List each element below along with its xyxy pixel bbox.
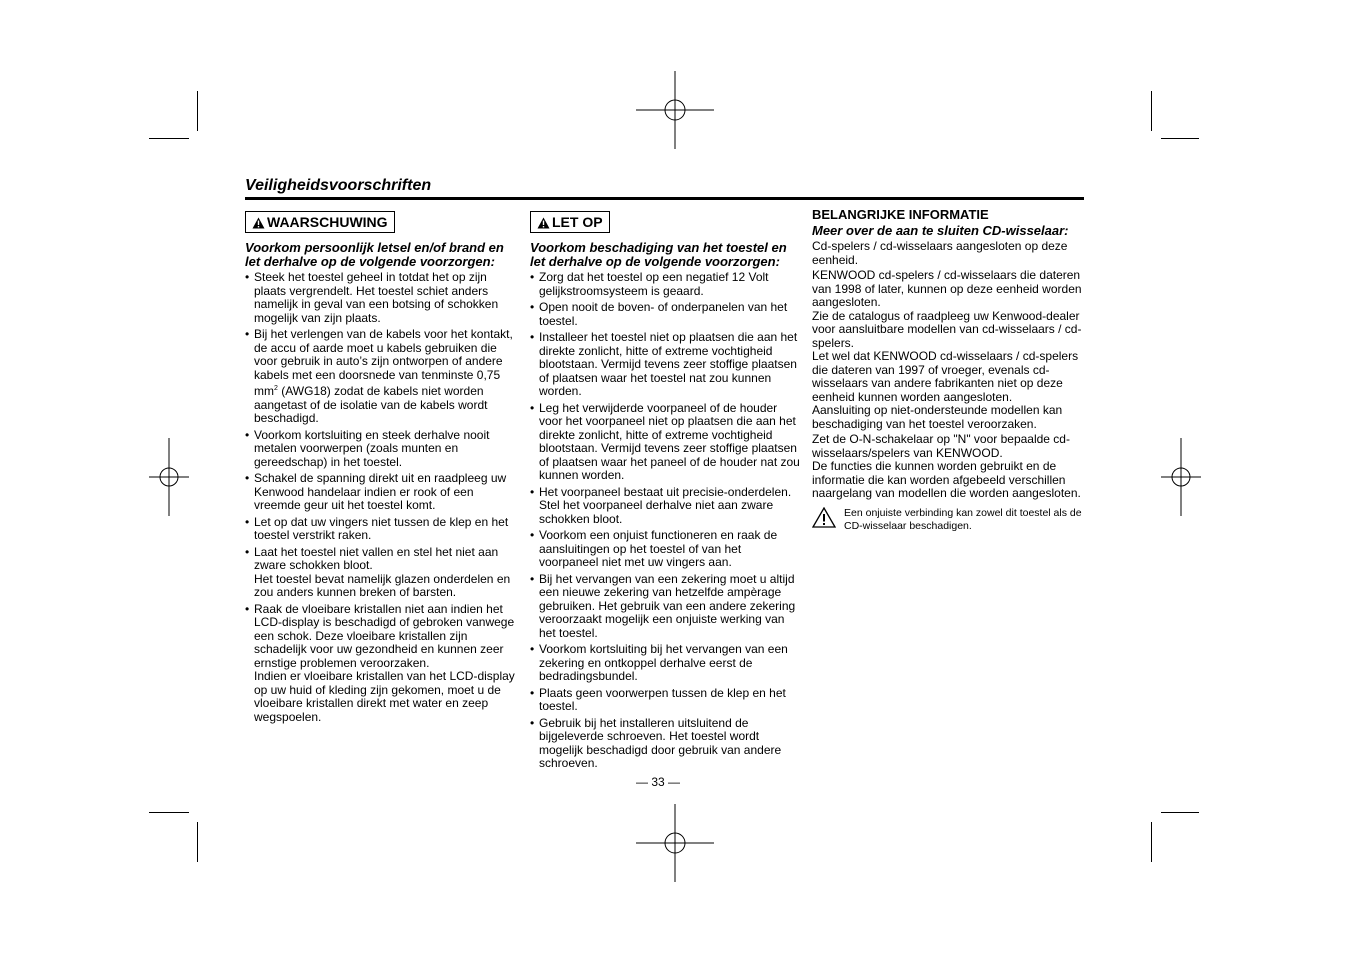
info-heading: BELANGRIJKE INFORMATIE bbox=[812, 207, 989, 222]
warning-section bbox=[245, 211, 515, 727]
list-item: • Voorkom een onjuist functioneren en raak de aansluitingen op het toestel of van het voorpaneel niet met uw vingers aan. bbox=[530, 529, 800, 570]
crop-mark bbox=[1161, 138, 1199, 139]
warning-heading: WAARSCHUWING bbox=[267, 214, 388, 230]
registration-mark bbox=[149, 438, 189, 516]
warning-icon bbox=[812, 507, 836, 528]
list-item: • Het voorpaneel bestaat uit precisie-onderdelen. Stel het voorpaneel derhalve niet aan zware schokken bloot. bbox=[530, 486, 800, 527]
page-title: Veiligheidsvoorschriften bbox=[245, 177, 432, 194]
list-item: • Laat het toestel niet vallen en stel het niet aan zware schokken bloot. Het toestel bevat namelijk glazen onderdelen en zou anders kunnen breken of barsten. bbox=[245, 546, 515, 600]
info-paragraph: Cd-spelers / cd-wisselaars aangesloten op deze eenheid. bbox=[812, 239, 1068, 267]
list-item: • Voorkom kortsluiting en steek derhalve nooit metalen voorwerpen (zoals munten en gereedschap) in het toestel. bbox=[245, 429, 515, 470]
warning-subheading: Voorkom persoonlijk letsel en/of brand en let derhalve op de volgende voorzorgen: bbox=[245, 240, 504, 269]
list-item: • Let op dat uw vingers niet tussen de klep en het toestel verstrikt raken. bbox=[245, 516, 515, 543]
caution-list bbox=[530, 271, 800, 771]
info-note bbox=[812, 507, 1084, 533]
info-paragraph: Zet de O-N-schakelaar op "N" voor bepaalde cd-wisselaars/spelers van KENWOOD. De functies die kunnen worden gebruikt en de informatie die kan worden afgebeeld verschillen naargelang van modellen die worden aangesloten. bbox=[812, 432, 1081, 500]
registration-mark bbox=[1161, 438, 1201, 516]
crop-mark bbox=[149, 812, 189, 813]
list-item: • Open nooit de boven- of onderpanelen van het toestel. bbox=[530, 301, 800, 328]
info-note-text: Een onjuiste verbinding kan zowel dit toestel als de CD-wisselaar beschadigen. bbox=[844, 506, 1082, 532]
info-paragraph: KENWOOD cd-spelers / cd-wisselaars die dateren van 1998 of later, kunnen op deze eenheid worden aangesloten. Zie de catalogus of raadpleeg uw Kenwood-dealer voor aansluitbare modellen van cd-wisselaars / cd-spelers. Let wel dat KENWOOD cd-wisselaars / cd-spelers die dateren van 1997 of vroeger, evenals cd-wisselaars van andere fabrikanten niet op deze eenheid kunnen worden aangesloten. Aansluiting op niet-ondersteunde modellen kan beschadiging van het toestel veroorzaken. bbox=[812, 268, 1082, 431]
warning-list bbox=[245, 271, 515, 724]
list-item: • Bij het verlengen van de kabels voor het kontakt, de accu of aarde moet u kabels gebruiken die voor gebruik in auto’s zijn ontworpen of andere kabels met een doorsnede van tenminste 0,75 $mm^2$ (AWG18) zodat de kabels niet worden aangetast of de isolatie van de kabels wordt beschadigd. bbox=[245, 328, 515, 426]
list-item: • Plaats geen voorwerpen tussen de klep en het toestel. bbox=[530, 687, 800, 714]
info-section bbox=[812, 207, 1084, 533]
crop-mark bbox=[1161, 812, 1199, 813]
caution-heading: LET OP bbox=[552, 214, 603, 230]
caution-icon bbox=[537, 217, 550, 229]
list-item: • Schakel de spanning direkt uit en raadpleeg uw Kenwood handelaar indien er rook of een vreemde geur uit het toestel komt. bbox=[245, 472, 515, 513]
list-item: • Steek het toestel geheel in totdat het op zijn plaats vergrendelt. Het toestel schiet anders namelijk in geval van een botsing of schokken mogelijk van zijn plaats. bbox=[245, 271, 515, 325]
info-subheading: Meer over de aan te sluiten CD-wisselaar: bbox=[812, 223, 1069, 238]
title-rule bbox=[245, 197, 1084, 200]
warning-icon bbox=[252, 217, 265, 229]
crop-mark bbox=[1151, 91, 1152, 131]
crop-mark bbox=[197, 822, 198, 862]
crop-mark bbox=[197, 91, 198, 131]
list-item: • Raak de vloeibare kristallen niet aan indien het LCD-display is beschadigd of gebroken vanwege een schok. Deze vloeibare kristallen zijn schadelijk voor uw gezondheid en kunnen zeer ernstige problemen veroorzaken. Indien er vloeibare kristallen van het LCD-display op uw huid of kleding zijn gekomen, moet u de vloeibare kristallen direkt met water en zeep wegspoelen. bbox=[245, 603, 515, 725]
registration-mark bbox=[636, 71, 714, 149]
crop-mark bbox=[1151, 822, 1152, 862]
list-item: • Installeer het toestel niet op plaatsen die aan het direkte zonlicht, hitte of extreme vochtigheid blootstaan. Vermijd tevens zeer stoffige plaatsen of plaatsen waar het toestel nat zou kunnen worden. bbox=[530, 331, 800, 399]
list-item: • Gebruik bij het installeren uitsluitend de bijgeleverde schroeven. Het toestel wordt mogelijk beschadigd door gebruik van andere schroeven. bbox=[530, 717, 800, 771]
crop-mark bbox=[149, 138, 189, 139]
list-item: • Leg het verwijderde voorpaneel of de houder voor het voorpaneel niet op plaatsen die aan het direkte zonlicht, hitte of extreme vochtigheid blootstaan. Vermijd tevens zeer stoffige plaatsen of plaatsen waar het paneel of de houder nat zou kunnen worden. bbox=[530, 402, 800, 483]
registration-mark bbox=[636, 804, 714, 882]
caution-heading-box bbox=[530, 211, 610, 233]
page-number: — 33 — bbox=[636, 775, 681, 789]
list-item: • Voorkom kortsluiting bij het vervangen van een zekering en ontkoppel derhalve eerst de bedradingsbundel. bbox=[530, 643, 800, 684]
caution-subheading: Voorkom beschadiging van het toestel en let derhalve op de volgende voorzorgen: bbox=[530, 240, 787, 269]
warning-heading-box bbox=[245, 211, 395, 233]
caution-section bbox=[530, 211, 800, 774]
list-item: • Zorg dat het toestel op een negatief 12 Volt gelijkstroomsysteem is geaard. bbox=[530, 271, 800, 298]
list-item: • Bij het vervangen van een zekering moet u altijd een nieuwe zekering van hetzelfde ampèrage gebruiken. Het gebruik van een andere zekering veroorzaakt mogelijk een onjuiste werking van het toestel. bbox=[530, 573, 800, 641]
